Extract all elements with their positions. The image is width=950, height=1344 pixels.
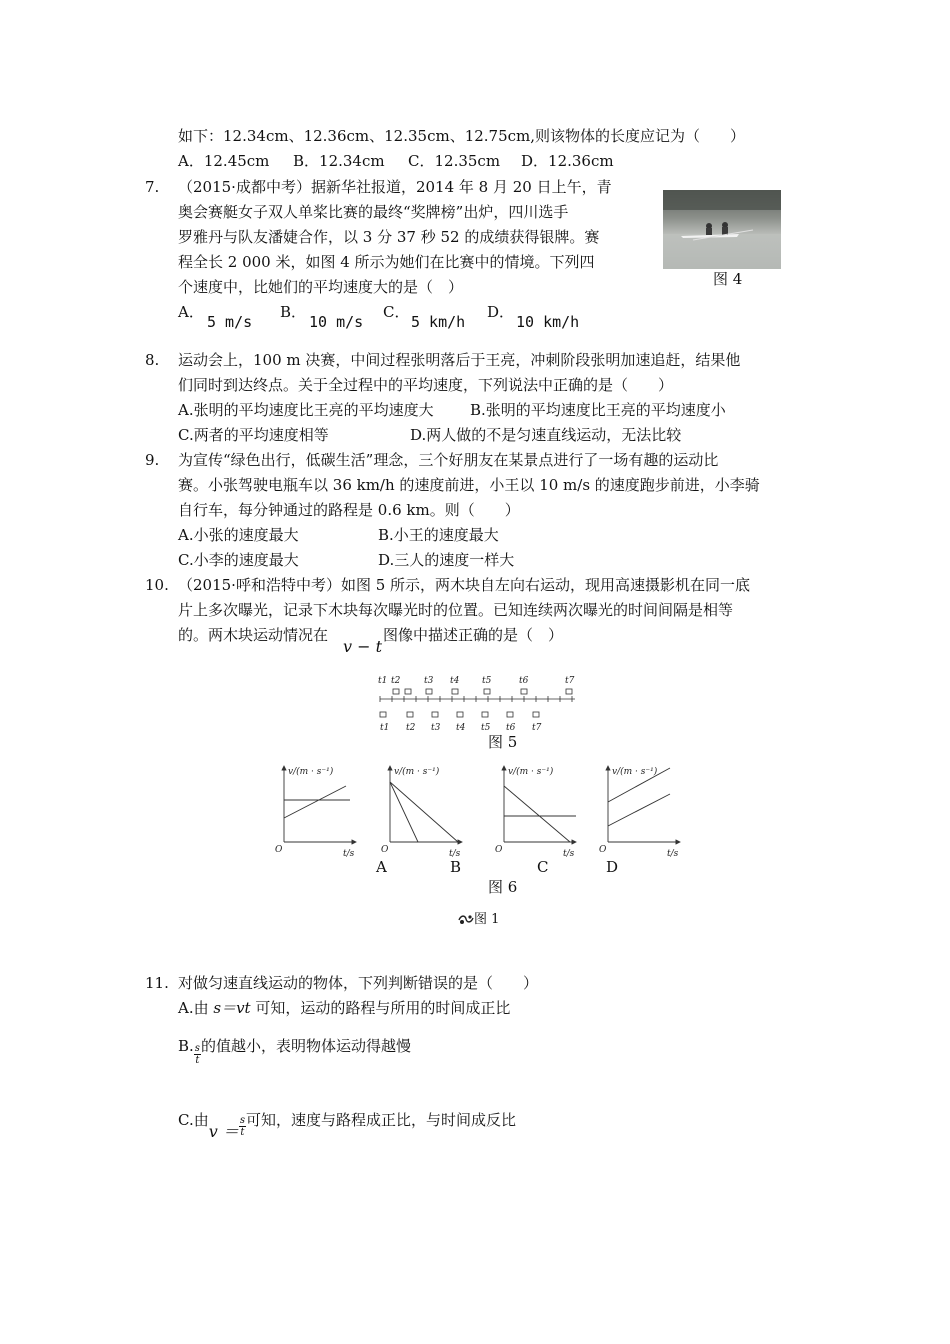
graph-letter-a: A	[376, 858, 387, 876]
fig5-top-block	[521, 689, 527, 694]
fig5-bottom-block	[432, 712, 438, 717]
q6-option-b: B．12.34cm	[293, 152, 385, 170]
fig5-exposure-strip	[370, 672, 585, 734]
q7-line-3: 罗雅丹与队友潘婕合作，以 3 分 37 秒 52 的成绩获得银牌。赛	[178, 228, 600, 246]
fig5-bottom-block	[407, 712, 413, 717]
q11-option-a	[178, 998, 510, 1018]
q11-option-c-pre: C.由	[178, 1111, 209, 1129]
q7-option-b-label: B．	[280, 303, 307, 321]
q7-number: 7.	[145, 178, 160, 196]
fig4-caption: 图 4	[713, 270, 743, 288]
graph-letter-c: C	[537, 858, 549, 876]
fig5-top-label: t6	[519, 676, 529, 686]
q11-option-c-num: s	[239, 1115, 245, 1126]
graph-b-x-label: t/s	[449, 849, 461, 859]
q11-option-c-fraction	[239, 1115, 246, 1138]
graph-d-x-label: t/s	[667, 849, 679, 859]
graph-letter-b: B	[450, 858, 462, 876]
q11-number: 11.	[145, 974, 169, 992]
q10-line-2: 片上多次曝光，记录下木块每次曝光时的位置。已知连续两次曝光的时间间隔是相等	[178, 601, 734, 619]
q11-option-a-post: 可知，运动的路程与所用的时间成正比	[250, 999, 511, 1017]
q9-option-a: A.小张的速度最大	[178, 526, 299, 544]
q8-option-d: D.两人做的不是匀速直线运动，无法比较	[410, 426, 682, 444]
graph-a-y-label: v/(m · s⁻¹)	[288, 767, 334, 777]
graph-d	[608, 766, 680, 842]
q10-vt-math: v − t	[343, 637, 383, 656]
fig5-top-label: t1	[378, 676, 388, 686]
q7-option-c-label: C．	[383, 303, 410, 321]
graph-d-y-label: v/(m · s⁻¹)	[612, 767, 658, 777]
fig5-bottom-label: t3	[431, 723, 441, 733]
fig6-caption: 图 6	[488, 878, 518, 896]
fig5-bottom-block	[533, 712, 539, 717]
graph-b-y-label: v/(m · s⁻¹)	[394, 767, 440, 777]
fig5-bottom-block	[380, 712, 386, 717]
fig5-bottom-label: t2	[406, 723, 416, 733]
q11-option-c	[178, 1110, 516, 1142]
q9-number: 9.	[145, 451, 160, 469]
fig5-top-label: t5	[482, 676, 492, 686]
q7-option-a-label: A．	[178, 303, 204, 321]
fig5-top-label: t2	[391, 676, 401, 686]
broken-image-icon	[458, 914, 474, 926]
q10-number: 10.	[145, 576, 169, 594]
q11-option-a-pre: A.由	[178, 999, 214, 1017]
graph-a-x-label: t/s	[343, 849, 355, 859]
q9-line-1: 为宣传“绿色出行，低碳生活”理念，三个好朋友在某景点进行了一场有趣的运动比	[178, 451, 719, 469]
graph-d-origin: O	[599, 845, 607, 855]
graph-c-origin: O	[495, 845, 503, 855]
fig5-top-block	[426, 689, 432, 694]
fig5-top-block	[405, 689, 411, 694]
q8-number: 8.	[145, 351, 160, 369]
q11-option-a-math: s＝vt	[213, 999, 251, 1017]
fig5-bottom-block	[457, 712, 463, 717]
graph-c-x-label: t/s	[563, 849, 575, 859]
q10-line-3-pre: 的。两木块运动情况在	[178, 626, 329, 644]
rowing-photo	[663, 190, 781, 269]
graph-letter-d: D	[606, 858, 619, 876]
q11-option-b-post: 的值越小，表明物体运动得越慢	[200, 1037, 411, 1055]
extra-figure-caption: 图 1	[474, 912, 500, 927]
fig5-top-label: t3	[424, 676, 434, 686]
graph-c	[504, 766, 576, 842]
q8-line-1: 运动会上，100 m 决赛，中间过程张明落后于王亮，冲刺阶段张明加速追赶，结果他	[178, 351, 741, 369]
fig5-top-label: t4	[450, 676, 460, 686]
fig5-bottom-block	[482, 712, 488, 717]
q6-option-c: C．12.35cm	[408, 152, 501, 170]
q7-line-5: 个速度中，比她们的平均速度大的是（ ）	[178, 278, 464, 296]
q11-stem: 对做匀速直线运动的物体，下列判断错误的是（ ）	[178, 974, 539, 992]
graph-b	[390, 766, 462, 842]
fig6-vt-graphs	[268, 760, 698, 864]
q10-line-3-post: 图像中描述正确的是（ ）	[383, 626, 564, 644]
q8-line-2: 们同时到达终点。关于全过程中的平均速度，下列说法中正确的是（ ）	[178, 376, 674, 394]
q7-line-4: 程全长 2 000 米，如图 4 所示为她们在比赛中的情境。下列四	[178, 253, 595, 271]
graph-a	[284, 766, 356, 842]
q8-option-a: A.张明的平均速度比王亮的平均速度大	[178, 401, 434, 419]
q6-option-d: D．12.36cm	[521, 152, 614, 170]
q9-line-2: 赛。小张驾驶电瓶车以 36 km/h 的速度前进，小王以 10 m/s 的速度跑步前进，小李骑	[178, 476, 760, 494]
q7-line-1: （2015·成都中考）据新华社报道，2014 年 8 月 20 日上午，青	[178, 178, 612, 196]
graph-b-origin: O	[381, 845, 389, 855]
q9-option-d: D.三人的速度一样大	[378, 551, 515, 569]
q9-line-3: 自行车，每分钟通过的路程是 0.6 km。则（ ）	[178, 501, 520, 519]
q11-option-c-lhs: v ＝	[208, 1122, 239, 1141]
fig5-bottom-label: t6	[506, 723, 516, 733]
q9-option-b: B.小王的速度最大	[378, 526, 499, 544]
q11-option-c-den: t	[240, 1127, 245, 1138]
q7-option-d-label: D．	[487, 303, 515, 321]
fig5-top-block	[566, 689, 572, 694]
fig5-caption: 图 5	[488, 733, 518, 751]
q11-option-b-fraction	[194, 1043, 201, 1066]
q10-line-1: （2015·呼和浩特中考）如图 5 所示，两木块自左向右运动，现用高速摄影机在同一底	[178, 576, 751, 594]
graph-c-y-label: v/(m · s⁻¹)	[508, 767, 554, 777]
q11-option-b-den: t	[195, 1055, 200, 1066]
q8-option-b: B.张明的平均速度比王亮的平均速度小	[470, 401, 726, 419]
q7-option-a-value: 5 m/s	[207, 313, 253, 331]
fig5-ruler	[380, 696, 575, 702]
fig5-bottom-block	[507, 712, 513, 717]
q6-option-a: A．12.45cm	[178, 152, 270, 170]
fig5-bottom-label: t4	[456, 723, 466, 733]
q8-option-c: C.两者的平均速度相等	[178, 426, 329, 444]
graph-a-origin: O	[275, 845, 283, 855]
q11-option-b-num: s	[194, 1043, 200, 1054]
q6-stem-continuation: 如下：12.34cm、12.36cm、12.35cm、12.75cm,则该物体的长度应记为（ ）	[178, 127, 746, 145]
fig5-top-block	[452, 689, 458, 694]
q11-option-b-pre: B.	[178, 1037, 194, 1055]
q7-line-2: 奥会赛艇女子双人单桨比赛的最终“奖牌榜”出炉，四川选手	[178, 203, 569, 221]
q7-option-b-value: 10 m/s	[309, 313, 364, 331]
q11-option-b	[178, 1036, 411, 1066]
fig5-bottom-label: t5	[481, 723, 491, 733]
q9-option-c: C.小李的速度最大	[178, 551, 299, 569]
q11-option-c-post: 可知，速度与路程成正比，与时间成反比	[246, 1111, 517, 1129]
fig5-top-block	[393, 689, 399, 694]
fig5-bottom-label: t1	[380, 723, 390, 733]
q7-option-c-value: 5 km/h	[411, 313, 466, 331]
fig5-bottom-label: t7	[532, 723, 542, 733]
fig5-top-label: t7	[565, 676, 575, 686]
fig5-top-block	[484, 689, 490, 694]
q7-option-d-value: 10 km/h	[516, 313, 580, 331]
